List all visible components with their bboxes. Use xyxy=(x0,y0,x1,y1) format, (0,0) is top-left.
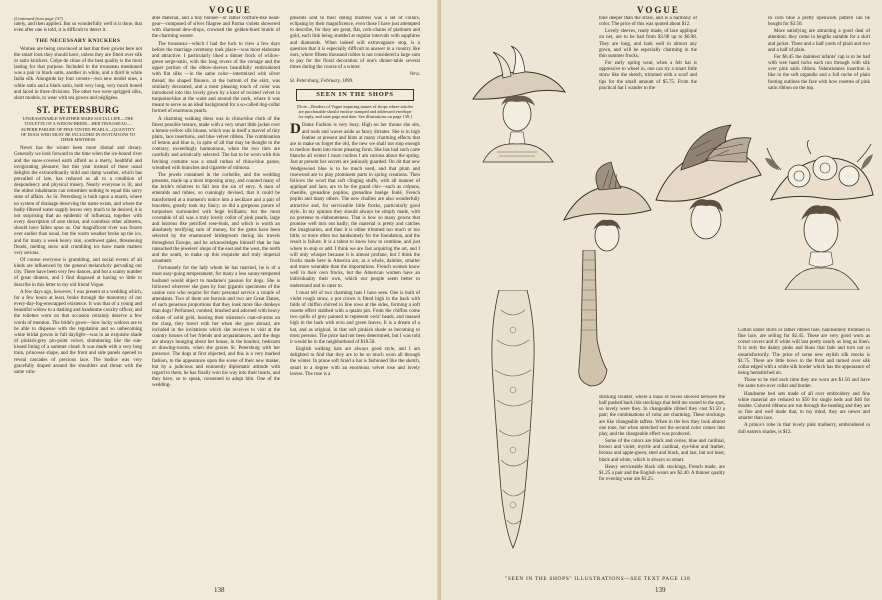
paragraph: Of course everyone is grumbling, and social events of all kinds are influenced by the general melancholy pervading our city. There have been very few dances, and but a scanty number of great dinners, and I find disposed at having so little to describe in this letter to my old friend Vogue. xyxy=(14,258,142,288)
paragraph: Never has the winter been more dismal and dreary. Generally we look forward to the time when the ice-bound river and the snow-covered earth afford us a merry, healthful and invigorating pleasure; but this year instead of these usual delights the extraordinarily mild and damp weather, which has prevailed of late, has reduced us all to a condition of despondency and physical misery. Nearly everyone is ill, and the oldest inhabitants can remember nothing to equal this sorry state of affairs. As St. Petersburg is built upon a marsh, where no system of drainage deserving the name exists, and where the badly-filtered water supply leaves very much to be desired, it is not surprising that an epidemic of influenza, together with every description of sore throat, and countless other ailments, should have fallen upon us. Our magnificent river was frozen over earlier than usual, but the warm weather broke up the ice, and for many a week heavy rain, southwest gales, threatening floods, melting snow and crumbling ice have made matters very serious. xyxy=(14,146,142,256)
paragraph: rately, and then applied. But so wonderfully well is it done, that even after one is told, it is difficult to detect it. xyxy=(14,22,142,34)
paragraph: A charming walking dress was in china-blue cloth of the finest possible texture, made with a very smart little jacket over a lemon-yellow silk blouse, which was in itself a marvel of tiny plaits, lace insertions, and blue velvet ribbon. The combination of lemon and blue is, in spite of all that may be thought to the contrary, exceedingly harmonious, when the two tints are carefully and artistically selected. The hat to be worn with this fetching costume was a small turban of china-blue panne, wreathed with branches and cigarette of mimosa. xyxy=(152,116,280,171)
right-column-2-top xyxy=(768,16,870,136)
paragraph: More satisfying are attracting a good deal of attention; they come in lengths suitable for a skirt and jacket. Three and a half yards of plaid and two and a half of plain. xyxy=(768,29,870,53)
right-column-1-bottom xyxy=(599,395,725,573)
drop-cap: D xyxy=(290,121,301,138)
woman-hat-illustration xyxy=(453,44,583,164)
paragraph: The jewels contained in the corbeille, and the wedding presents, made up a most imposing array, and counted many of the bride's relatives to fall into the sin of envy. A tiara of emeralds and rubies, so cunningly devised, that it could be transformed at a moment's notice into a necklace and a pair of bracelets, greatly took my fancy; so did a gorgeous parure of turquoises surrounded with huge brilliants; but the most covetable of all was a truly lovely collar of pink pearls, large and lustrous like petrified rose-buds, and which is worth an absolutely terrifying sum of money, for the gems have been selected by the enamoured bridegroom during his travels throughout Europe, and he acknowledges himself that he has ransacked the jewelers' shops of the east and the west, the north and the south, to make up this exquisite and truly imperial ornament. xyxy=(152,172,280,265)
heading-st-petersburg: ST. PETERSBURG xyxy=(36,105,120,116)
continued-note: (Continued from page 137) xyxy=(14,16,63,21)
article-deck: UNSEASONABLE WEATHER MARS SOCIAL LIFE—THE TOILETTE OF A WIDOW-BRIDE—HER TROUSSEAU—SUPERB PARURE OF PINE-TINTED PEARLS—QUANTITY OF DOGS WHO MUST BE INCLUDED IN INVITATIONS TO THEIR MISTRESS xyxy=(20,116,136,142)
bird-wing-hat-illustration xyxy=(559,160,654,255)
paragraph: A prince's robe in that lovely pink mulberry, embroidered in dull eastern shades, is $12. xyxy=(738,423,870,435)
paragraph: Fortunately for the lady whom he has married, he is of a most easy-going temperament, for many a less sunny-tempered husband would object to madame's passion for dogs. She is followed wherever she goes by four gigantic specimens of the canine race who require for their personal service a couple of attendants. Two of them are borzois and two are Great Danes, of such generous proportions that they look more like donkeys than dogs! Perfumed, combed, brushed and adorned with heavy collars of solid gold, bearing their mistress's coat-of-arms on the clasp, they travel with her when she goes abroad, are included in the invitations which she receives to visit at the country houses of her friends and acquaintances, and the dogs are always lounging about her house, in the boudoir, bedroom or drawing-rooms, when she graces St. Petersburg with her presence. The dogs at first objected, and this is a very marked fashion, to the appearance upon the scene of their new master, but by a judicious and eminently diplomatic attitude with regard to them, he has finally won his way into their hearts, and they have, so to speak, consented to adopt him. One of the wedding- xyxy=(152,266,280,389)
paragraph-text: Dame Fashion is very busy. High on her throne she sits, and nods and waves aside as fancy dictates. She is in high feather at present and hints at many charming effects that are to make us forget the old, the new we shall not stop enough to mellow them into more pleasing form. She has had such carte blanche all winter I must confess I am curious about the spring. Just at present her secrets are jealously guarded. On dit that new Wedgewood blue is to be much used, and that plum and rosewood are to play prominent parts in spring creations. Then follows the word that soft clinging stuffs, with all manner of appliqué and lace, are to be the grand chic—such as crêpons, chenille, grenadine poplins, grenadine barège foulé, French poplin and many others. The new challies are also wonderfully attractive and, for serviceable little frocks, particularly good style. In my opinion they should always be simply made, with no pretense to elaborateness. That is how so many gowns that promise well turn out badly; the material is pretty and catches the imagination, and then it is either trimmed too much or too little, or more often too handsomely for the foundation, and the result is failure. It is a talent to know how to combine, and just where to stop or add. I think we are fast acquiring the art, and I will only whisper because it is almost profane, but I think the frocks made here in America are, as a whole, daintier, smarter and more wearable than the importations. French women know well in their own frocks, but the American women have an individuality their own, which our people seem better to understand and to cater to. xyxy=(290,123,420,289)
editor-note: [Note—Readers of Vogue inquiring names of shops where articles are purchasable should enclose stamped and addressed envelope for reply, and state page and date. See illustrations on page 139.] xyxy=(296,103,414,120)
running-head-right: VOGUE xyxy=(637,5,680,15)
paragraph: able material, and a tiny bonnet—or rather coiffure-like head-gear—composed of silver filagree and Parma violets showered with diamond dew-drops, crowned the golden-hued braids of the charming wearer. xyxy=(152,16,280,40)
paragraph: In corn blue a pretty openwork pattern can be bought for $3.50. xyxy=(768,16,870,28)
paragraph: For early spring wear, when a felt hat is oppressive to wheel in, one can try a smart little straw like the sketch, trimmed with a scarf and tips for the small amount of $5.75. From the practical hat I wander to the xyxy=(599,61,697,91)
paragraph: Handsome bed sets made of all over embroidery and fine white material are reduced to $50 for single beds and $40 for double. Colored ribbons are run through the beading and they are so fine and well made that, to my mind, they are newer and smarter than lace. xyxy=(738,391,870,422)
right-page xyxy=(441,0,882,600)
running-head-left: VOGUE xyxy=(209,5,252,15)
paragraph: A few days ago, however, I was present at a wedding which, for a few hours at least, broke through the monotony of our every-day-fog-enwrapped existence. It was that of a young and beautiful widow to a dashing and handsome cavalry officer, and the toilettes worn on that occasion certainly deserve a few words of mention. The bride's gown—how lucky widows are to be able to dispense with the regulation and so unbecoming white bridal gowns in full daylight—was in an exquisite shade of pinkish-grey pin-point velvet, shimmering like the sun-kissed lining of a summer cloud. It was made with a very long train, princesse shape, and the front and side panels opened to reveal cascades of precious lace. The bodice was very gracefully draped around the shoulders and throat with the same valu- xyxy=(14,289,142,375)
dateline: St. Petersburg, February, 1899. xyxy=(290,78,354,84)
paragraph: English walking hats are always good style, and I am delighted to find that they are to be so much worn all through the winter. In prune soft braid a hat is fashioned like the sketch, smart to a degree with an enormous velvet rose and lovely leaves. The rose is a xyxy=(290,347,420,377)
page-number-left: 138 xyxy=(214,586,225,594)
column-1 xyxy=(14,16,142,582)
heading-knickers: THE NECESSARY KNICKERS xyxy=(35,38,121,45)
paragraph xyxy=(290,123,420,289)
section-title-seen-in-shops: SEEN IN THE SHOPS xyxy=(296,89,414,101)
roses-hat-illustration xyxy=(761,140,876,290)
lace-sleeve-illustration xyxy=(479,290,549,550)
paragraph: tone deeper than the straw, and is a harmony of color. The price of this was quoted about $12. xyxy=(599,16,697,28)
paragraph: Cotton under shirts or rather ribbed lisle, handsomely trimmed in fine lace, are selling for $2.45. These are very good worn as corset covers and if white will last pretty nearly as long as linen. It is only the dainty pinks and blues that fade and turn out so unsatisfactorily. The price of some new stylish silk mocks is $1.75. There are little bows in the front and turned over silk collar edged with a white silk border which has the appearance of being hemstitched on. xyxy=(738,328,870,377)
paragraph: Some of the colors are black and cerise, blue and cardinal, brown and violet, myrtle and cardinal, eye-blue and leather, bronze and apple-green, steel and black, and last, but not least, black and white, which is always so smart. xyxy=(599,439,725,463)
paragraph: Women are being convinced at last that their gowns here not the smart look they should have, unless they are fitted over silk or satin knickers. Crêpe de chine of the best quality is the most lasting for that purpose. Included in the trousseau mentioned was a pair in black satin, another in white, and a third in white India silk. Alongside lay four corsets—two new model ones, a white satin and a black satin, both very long, very much boned and laced in three divisions. The other two were sprigged silks, short models, to wear with tea gowns and négligées. xyxy=(14,46,142,101)
feather-hat-illustration xyxy=(651,120,766,250)
column-2 xyxy=(152,16,280,582)
column-3 xyxy=(290,16,420,582)
paragraph: I must tell of two charming hats I have seen. One is built of violet rough straw, a pot crown is fitted high in the back with folds of chiffon shirred in line rows at the sides, forming a soft rosette effect stabbed with a quaint pin. From the chiffon come two quills of grey painted to represent owls' heads, and massed high in the back with ecru and green leaves. It is a dream of a hat, and as original, in that soft pinkish shade as becoming to most persons. The price had not been determined, but I was told it would be in the neighborhood of $18.50. xyxy=(290,290,420,345)
paragraph: presents sent to their doting mistress was a set of collars, eclipsing by their magnificence, even those I have just attempted to describe, for they are great, flat, cork-chains of platinum and gold, each link being studded at regular intervals with sapphires and diamonds. When indeed will extravagance stop, is a question that it is especially difficult to answer in a country like ours, where fifteen thousand rubles is not considered a large sum to pay for the floral decoration of one's dinner-table several times during the course of a winter. xyxy=(290,16,420,71)
paragraph: For $6.45 the daintiest infants' cap is to be had with wee hand tucks each run through with silk over pink satin ribbon. Valenciennes insertion is like in the soft organdie and a full ruche of plain footing outlines the face with bow rosettes of pink satin ribbon on the top. xyxy=(768,54,870,91)
stocking-illustration xyxy=(569,250,609,390)
page-number-right: 139 xyxy=(655,586,666,594)
paragraph: The trousseau—which I had the luck to view a few days before the marriage ceremony took place—was most elaborate and attractive. I particularly liked a dinner frock of willow-green serge-satin, with the long revers of the corsage and the upper portion of the elbow-sleeves beautifully embroidered with flat silks —in the same color—intermixed with silver thread; the shaped flounce, at the bottom of the skirt, was similarly decorated, and a most pleasing touch of color was introduced into this lovely gown by a knot of twisted velvet in turquoise-blue at the waist and around the neck, where it was meant to serve as an ideal background for a so-called dog-collar formed of enormous pearls. xyxy=(152,41,280,115)
paragraph: Those to be tied each time they are worn are $1.50 and have the same turn-over collar and border. xyxy=(738,378,870,390)
right-column-2-bottom xyxy=(738,328,870,573)
paragraph: stocking counter, where a mass of boxes showed between the half pushed back lids stockings that held me rooted to the spot, so lovely were they. In changeable ribbed they cost $1.50 a pair; the combinations of color are charming. These stockings are like changeable taffeta. When in the box they look almost one tone, but when stretched out the second color comes into play, and the changeable effect was produced. xyxy=(599,395,725,437)
illustration-caption: "SEEN IN THE SHOPS" ILLUSTRATIONS—SEE TEXT PAGE 138 xyxy=(505,576,691,582)
paragraph: Heavy serviceable black silk stockings, French made, are $1.25 a pair and the English wears are $2.40. A thinner quality for evening wear are $3.25. xyxy=(599,464,725,483)
signature: Vera. xyxy=(409,72,420,78)
paragraph: Lovely sleeves, ready made, of lace appliqué on net, are to be had from $3.98 up to $6.98. They are long, and look well in almost any gown, and will be especially charming in the thin summer frocks. xyxy=(599,29,697,59)
